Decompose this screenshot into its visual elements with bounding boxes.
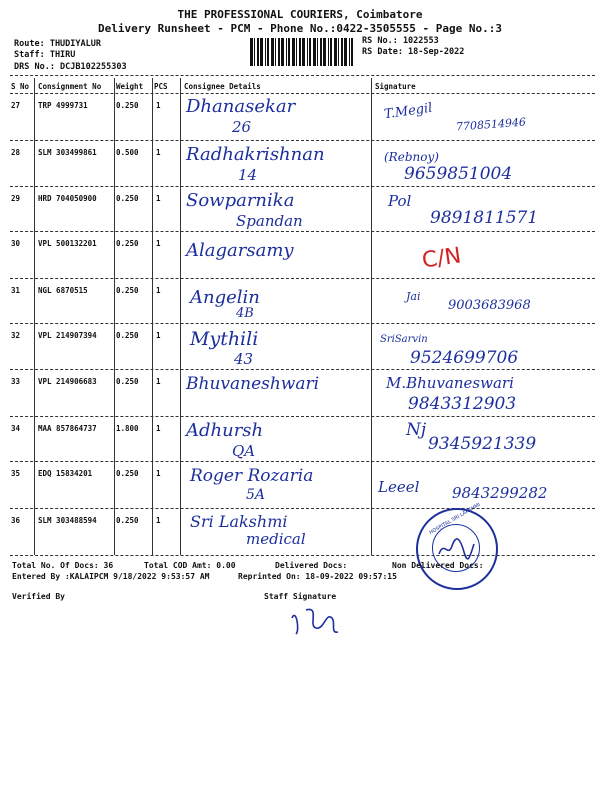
consignee-detail: 14	[238, 166, 258, 184]
row-sno: 29	[11, 194, 21, 203]
staff-signature-icon	[286, 604, 346, 640]
consignee-name: Roger Rozaria	[190, 466, 314, 486]
consignee-name: Bhuvaneshwari	[186, 374, 320, 394]
consignee-name: Sri Lakshmi	[190, 512, 288, 531]
row-divider	[10, 278, 595, 279]
runsheet-title: Delivery Runsheet - PCM - Phone No.:0422-3505555 - Page No.:3	[98, 22, 502, 35]
phone: 9843312903	[408, 394, 517, 414]
row-pcs: 1	[156, 377, 161, 386]
staff: Staff: THIRU	[14, 50, 76, 60]
row-pcs: 1	[156, 424, 161, 433]
stamp-signature-icon	[436, 536, 476, 560]
phone: 9524699706	[410, 348, 519, 368]
consignee-detail: 43	[234, 350, 254, 368]
consignee-name: Radhakrishnan	[186, 144, 325, 165]
signature: T.Megil	[383, 100, 434, 123]
header-rule-top	[10, 75, 595, 76]
row-sno: 36	[11, 516, 21, 525]
drs-number: DRS No.: DCJB102255303	[14, 62, 127, 72]
phone: 9345921339	[428, 434, 537, 454]
hospital-stamp: HOSPITAL SRI LAKSHMI	[416, 508, 498, 590]
row-consignment: HRD 704050900	[38, 194, 97, 203]
entered-by: Entered By :KALAIPCM 9/18/2022 9:53:57 AM	[12, 572, 210, 581]
row-pcs: 1	[156, 239, 161, 248]
barcode	[250, 38, 354, 66]
col-header-consignee: Consignee Details	[184, 82, 261, 91]
row-weight: 0.250	[116, 516, 139, 525]
signature: Jai	[406, 290, 421, 303]
consignee-detail: medical	[246, 530, 306, 548]
phone: 7708514946	[455, 115, 527, 134]
col-header-signature: Signature	[375, 82, 416, 91]
non-delivered-docs: Non Delivered Docs:	[392, 561, 484, 570]
row-sno: 35	[11, 469, 21, 478]
company-title: THE PROFESSIONAL COURIERS, Coimbatore	[177, 8, 423, 21]
total-docs: Total No. Of Docs: 36	[12, 561, 114, 570]
row-weight: 0.250	[116, 194, 139, 203]
row-consignment: VPL 214907394	[38, 331, 97, 340]
row-consignment: TRP 4999731	[38, 101, 88, 110]
header-rule-bottom	[10, 93, 595, 94]
row-consignment: EDQ 15834201	[38, 469, 93, 478]
row-consignment: VPL 214906683	[38, 377, 97, 386]
phone: 9843299282	[452, 484, 548, 502]
row-pcs: 1	[156, 469, 161, 478]
row-consignment: NGL 6870515	[38, 286, 88, 295]
row-divider	[10, 186, 595, 187]
consignee-detail: 4B	[236, 306, 254, 321]
row-weight: 0.250	[116, 331, 139, 340]
row-divider	[10, 140, 595, 141]
consignee-detail: 26	[232, 118, 252, 136]
consignee-detail: 5A	[246, 487, 266, 503]
phone: 9003683968	[448, 298, 531, 313]
row-divider	[10, 323, 595, 324]
row-sno: 30	[11, 239, 21, 248]
row-consignment: SLM 303499861	[38, 148, 97, 157]
row-sno: 34	[11, 424, 21, 433]
row-weight: 0.250	[116, 469, 139, 478]
phone: 9891811571	[430, 208, 539, 228]
rs-date: RS Date: 18-Sep-2022	[362, 47, 465, 57]
not-delivered-mark: C/N	[420, 243, 463, 274]
row-weight: 0.250	[116, 239, 139, 248]
signature: SriSarvin	[380, 334, 428, 345]
col-divider	[152, 78, 153, 555]
consignee-name: Alagarsamy	[186, 240, 294, 261]
row-sno: 33	[11, 377, 21, 386]
row-sno: 27	[11, 101, 21, 110]
row-divider	[10, 231, 595, 232]
reprinted-on: Reprinted On: 18-09-2022 09:57:15	[238, 572, 397, 581]
row-weight: 1.800	[116, 424, 139, 433]
signature: Leeel	[378, 478, 420, 496]
col-header-weight: Weight	[116, 82, 144, 91]
total-cod: Total COD Amt: 0.00	[144, 561, 236, 570]
consignee-name: Angelin	[190, 287, 260, 308]
col-header-pcs: PCS	[154, 82, 168, 91]
signature: Pol	[388, 192, 412, 210]
row-pcs: 1	[156, 148, 161, 157]
row-weight: 0.500	[116, 148, 139, 157]
row-consignment: MAA 857864737	[38, 424, 97, 433]
consignee-name: Sowparnika	[186, 190, 295, 211]
row-sno: 31	[11, 286, 21, 295]
col-divider	[34, 78, 35, 555]
row-weight: 0.250	[116, 286, 139, 295]
row-pcs: 1	[156, 286, 161, 295]
row-divider	[10, 508, 595, 509]
signature: (Rebnoy)	[384, 150, 439, 164]
row-sno: 28	[11, 148, 21, 157]
consignee-name: Mythili	[190, 328, 259, 350]
row-consignment: VPL 500132201	[38, 239, 97, 248]
row-divider	[10, 461, 595, 462]
row-divider	[10, 416, 595, 417]
signature: M.Bhuvaneswari	[386, 374, 514, 392]
row-divider	[10, 369, 595, 370]
consignee-name: Adhursh	[186, 420, 264, 441]
col-header-sno: S No	[11, 82, 30, 91]
staff-signature-label: Staff Signature	[264, 592, 337, 601]
row-pcs: 1	[156, 331, 161, 340]
row-pcs: 1	[156, 516, 161, 525]
row-weight: 0.250	[116, 377, 139, 386]
consignee-name: Dhanasekar	[186, 96, 296, 117]
signature: Nj	[406, 420, 427, 440]
col-divider	[114, 78, 115, 555]
consignee-detail: Spandan	[236, 212, 303, 230]
row-consignment: SLM 303488594	[38, 516, 97, 525]
col-header-consignment: Consignment No	[38, 82, 102, 91]
consignee-detail: QA	[232, 442, 256, 460]
table-bottom-rule	[10, 555, 595, 556]
rs-number: RS No.: 1022553	[362, 36, 439, 46]
verified-by: Verified By	[12, 592, 65, 601]
col-divider	[371, 78, 372, 555]
row-sno: 32	[11, 331, 21, 340]
route: Route: THUDIYALUR	[14, 39, 101, 49]
phone: 9659851004	[404, 164, 513, 184]
col-divider	[180, 78, 181, 555]
row-weight: 0.250	[116, 101, 139, 110]
row-pcs: 1	[156, 194, 161, 203]
delivered-docs: Delivered Docs:	[275, 561, 348, 570]
row-pcs: 1	[156, 101, 161, 110]
